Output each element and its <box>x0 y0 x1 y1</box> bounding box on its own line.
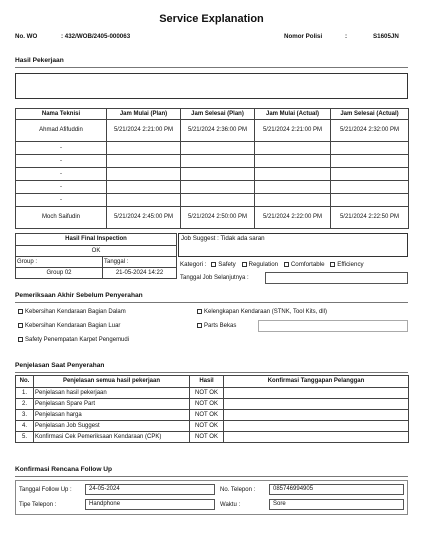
checkbox[interactable] <box>284 262 289 267</box>
cell <box>255 142 331 155</box>
cell: 1. <box>16 388 34 399</box>
table-row <box>16 120 409 142</box>
cell: NOT OK <box>190 388 224 399</box>
divider <box>15 476 408 477</box>
hasil-pekerjaan-box <box>15 73 408 99</box>
col-header: Konfirmasi Tanggapan Pelanggan <box>224 376 409 388</box>
cell: 5. <box>16 432 34 443</box>
checkbox[interactable] <box>18 337 23 342</box>
cell <box>181 168 255 181</box>
cell <box>255 194 331 207</box>
wo-value: : 432/WOB/2405-000063 <box>61 33 131 40</box>
selanjutnya-label: Tanggal Job Selanjutnya : <box>180 275 249 281</box>
polisi-label: Nomor Polisi <box>284 33 323 40</box>
divider <box>15 302 408 303</box>
kategori-regulation[interactable]: Regulation <box>242 261 279 268</box>
cell <box>224 388 409 399</box>
table-row <box>16 388 409 399</box>
pemeriksaan-title: Pemeriksaan Akhir Sebelum Penyerahan <box>15 292 143 299</box>
cell: NOT OK <box>190 421 224 432</box>
final-inspection-title: Hasil Final Inspection <box>16 234 177 246</box>
cell <box>331 168 409 181</box>
check-karpet[interactable]: Safety Penempatan Karpet Pengemudi <box>18 336 129 344</box>
cell <box>224 421 409 432</box>
cell: Moch Saifudin <box>16 207 107 229</box>
parts-bekas-field[interactable] <box>258 320 408 332</box>
checkbox[interactable] <box>330 262 335 267</box>
cell: Penjelasan Spare Part <box>34 399 190 410</box>
kategori-label: Kategori : <box>180 261 207 268</box>
cell: 5/21/2024 2:45:00 PM <box>107 207 181 229</box>
cell: NOT OK <box>190 410 224 421</box>
tanggal-label: Tanggal : <box>103 257 177 268</box>
teknisi-table <box>15 108 409 229</box>
table-row <box>16 421 409 432</box>
col-header: Jam Mulai (Actual) <box>255 109 331 120</box>
polisi-sep: : <box>345 33 348 40</box>
check-kelengkapan[interactable]: Kelengkapan Kendaraan (STNK, Tool Kits, dll) <box>197 308 327 316</box>
table-row <box>16 194 409 207</box>
page-title: Service Explanation <box>159 13 264 25</box>
cell: NOT OK <box>190 432 224 443</box>
col-header: Hasil <box>190 376 224 388</box>
kategori-efficiency[interactable]: Efficiency <box>330 261 363 268</box>
penjelasan-title: Penjelasan Saat Penyerahan <box>15 362 105 369</box>
cell: Penjelasan harga <box>34 410 190 421</box>
col-header: Jam Selesai (Plan) <box>181 109 255 120</box>
cell: - <box>16 168 107 181</box>
kategori-row <box>180 261 364 269</box>
cell: 4. <box>16 421 34 432</box>
cell: 5/21/2024 2:36:00 PM <box>181 120 255 142</box>
cell <box>107 142 181 155</box>
cell: NOT OK <box>190 399 224 410</box>
group-value: Group 02 <box>16 268 103 279</box>
cell <box>255 168 331 181</box>
kategori-comfortable[interactable]: Comfortable <box>284 261 325 268</box>
tanggal-follow-up-field[interactable]: 24-05-2024 <box>85 484 215 495</box>
cell: 2. <box>16 399 34 410</box>
col-header: Jam Mulai (Plan) <box>107 109 181 120</box>
cell <box>107 168 181 181</box>
cell <box>107 194 181 207</box>
table-row <box>16 181 409 194</box>
tipe-telepon-field[interactable]: Handphone <box>85 499 215 510</box>
checkbox[interactable] <box>18 309 23 314</box>
waktu-field[interactable]: Sore <box>269 499 404 510</box>
cell <box>224 410 409 421</box>
check-dalam[interactable]: Kebersihan Kendaraan Bagian Dalam <box>18 308 126 316</box>
cell <box>224 399 409 410</box>
job-suggest-text: Job Suggest : Tidak ada saran <box>181 235 265 242</box>
checkbox[interactable] <box>197 323 202 328</box>
cell: 5/21/2024 2:50:00 PM <box>181 207 255 229</box>
cell: 3. <box>16 410 34 421</box>
checkbox[interactable] <box>242 262 247 267</box>
cell <box>181 155 255 168</box>
divider <box>15 372 408 373</box>
cell <box>181 181 255 194</box>
hasil-pekerjaan-title: Hasil Pekerjaan <box>15 57 64 64</box>
table-row <box>16 168 409 181</box>
cell: 5/21/2024 2:21:00 PM <box>255 120 331 142</box>
cell <box>107 181 181 194</box>
col-header: Jam Selesai (Actual) <box>331 109 409 120</box>
col-header: Penjelasan semua hasil pekerjaan <box>34 376 190 388</box>
cell <box>181 142 255 155</box>
divider <box>15 67 408 68</box>
table-row <box>16 410 409 421</box>
wo-label: No. WO <box>15 33 38 40</box>
final-inspection-result: OK <box>16 246 177 257</box>
cell: Ahmad Afifuddin <box>16 120 107 142</box>
check-parts-bekas[interactable]: Parts Bekas <box>197 322 236 330</box>
waktu-label: Waktu : <box>220 502 241 508</box>
cell <box>255 181 331 194</box>
polisi-value: S1605JN <box>373 33 399 40</box>
follow-up-title: Konfirmasi Rencana Follow Up <box>15 466 113 473</box>
table-row <box>16 155 409 168</box>
penjelasan-table <box>15 375 409 443</box>
cell: 5/21/2024 2:22:00 PM <box>255 207 331 229</box>
col-header: No. <box>16 376 34 388</box>
table-header-row <box>16 109 409 120</box>
group-label: Group : <box>16 257 103 268</box>
table-row <box>16 399 409 410</box>
cell: 5/21/2024 2:22:50 PM <box>331 207 409 229</box>
table-row <box>16 432 409 443</box>
cell: - <box>16 142 107 155</box>
cell: - <box>16 181 107 194</box>
final-inspection-table <box>15 233 177 279</box>
check-luar[interactable]: Kebersihan Kendaraan Bagian Luar <box>18 322 120 330</box>
selanjutnya-field[interactable] <box>265 272 408 284</box>
cell: Konfirmasi Cek Pemeriksaan Kendaraan (CPK) <box>34 432 190 443</box>
cell <box>181 194 255 207</box>
cell <box>331 194 409 207</box>
tanggal-follow-up-label: Tanggal Follow Up : <box>19 487 72 493</box>
job-suggest-box <box>178 233 408 257</box>
cell <box>331 142 409 155</box>
tanggal-value: 21-05-2024 14:22 <box>103 268 177 279</box>
telepon-label: No. Telepon : <box>220 487 256 493</box>
table-row <box>16 142 409 155</box>
col-header: Nama Teknisi <box>16 109 107 120</box>
cell <box>255 155 331 168</box>
cell: 5/21/2024 2:21:00 PM <box>107 120 181 142</box>
tipe-telepon-label: Tipe Telepon : <box>19 502 57 508</box>
cell <box>331 155 409 168</box>
cell: - <box>16 155 107 168</box>
checkbox[interactable] <box>18 323 23 328</box>
checkbox[interactable] <box>197 309 202 314</box>
cell: - <box>16 194 107 207</box>
kategori-safety[interactable]: Safety <box>211 261 236 268</box>
cell <box>331 181 409 194</box>
telepon-field[interactable]: 085746994905 <box>269 484 404 495</box>
cell: 5/21/2024 2:32:00 PM <box>331 120 409 142</box>
table-row <box>16 207 409 229</box>
checkbox[interactable] <box>211 262 216 267</box>
cell: Penjelasan hasil pekerjaan <box>34 388 190 399</box>
cell <box>224 432 409 443</box>
cell: Penjelasan Job Suggest <box>34 421 190 432</box>
cell <box>107 155 181 168</box>
